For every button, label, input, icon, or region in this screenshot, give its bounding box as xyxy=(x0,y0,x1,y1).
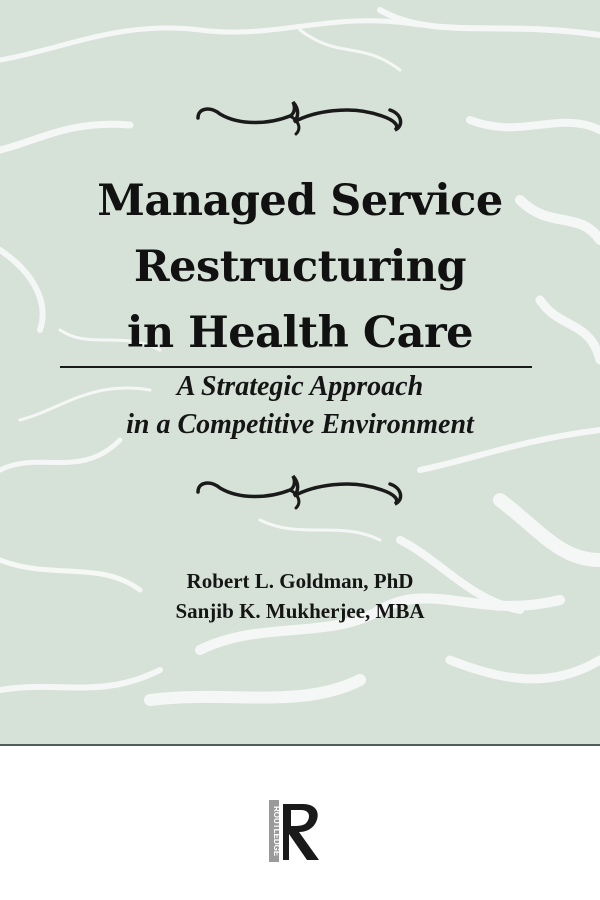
scroll-flourish-icon xyxy=(190,470,410,510)
book-subtitle xyxy=(0,368,600,444)
title-line: Restructuring xyxy=(133,242,467,292)
title-line: in Health Care xyxy=(127,308,473,358)
title-line: Managed Service xyxy=(97,176,503,226)
routledge-logo-icon xyxy=(269,800,331,862)
author-name: Sanjib K. Mukherjee, MBA xyxy=(175,599,425,623)
subtitle-line: A Strategic Approach xyxy=(176,371,424,402)
book-title xyxy=(0,168,600,366)
author-name: Robert L. Goldman, PhD xyxy=(186,569,414,593)
author-list xyxy=(0,566,600,626)
publisher-logo-text: ROUTLEDGE xyxy=(272,806,281,857)
scroll-flourish-icon xyxy=(190,96,410,136)
subtitle-line: in a Competitive Environment xyxy=(126,409,474,440)
